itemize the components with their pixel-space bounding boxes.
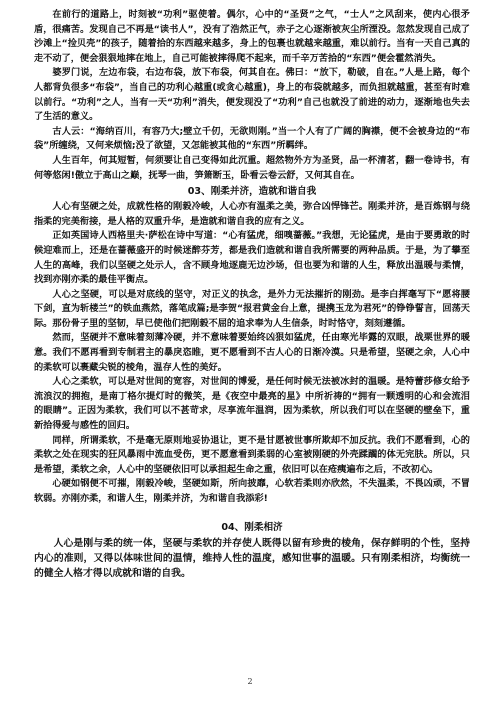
paragraph: 人心有坚硬之处，成就性格的刚毅冷峻，人心亦有温柔之美，弥合凶悍锋芒。刚柔并济，是百炼钢与绕指柔的完美衔接，是人格的双重升华，是造就和谐自我的应有之义。	[34, 201, 470, 227]
section-heading: 04、刚柔相济	[221, 521, 283, 533]
page-number: 2	[247, 677, 253, 686]
paragraph: 正如英国诗人西格里夫·萨松在诗中写道：“心有猛虎，细嗅蔷薇。”我想，无论猛虎，是由于要勇敢的时候迎难而上，还是在蔷薇盛开的时候迷醉芬芳，都是我们造就和谐自我所需要的两种品质。于是，为了攀至人生的高峰，我们以坚硬之处示人，含不顾身地逐鹿无边沙场，但也要为和谐的人生，释放出温暖与柔情，找到亦刚亦柔的最佳平衡点。	[34, 230, 470, 286]
paragraph: 人心之柔软，可以是对世间的宽容，对世间的博爱，是任何时候无法被冰封的温暖。是特蕾莎修女给予流浪汉的拥抱，是南丁格尔提灯时的微笑，是《夜空中最亮的星》中所祈祷的“拥有一颗透明的心和会流泪的眼睛”。正因为柔软，我们可以不甚苛求，尽享流年温润，因为柔软，所以我们可以在坚硬的壁垒下，重新拾得爱与感性的回归。	[34, 376, 470, 432]
section-heading: 03、刚柔并济，造就和谐自我	[187, 186, 317, 198]
paragraph: 心硬如钢便不可摧，刚毅冷峻，坚硬如斯，所向披靡，心软若柔则亦欣然，不失温柔，不畏凶顽，不冒软弱。亦刚亦柔，和谐人生，刚柔并济，为和谐自我添彩!	[34, 478, 470, 504]
paragraph: 人生百年，何其短暂，何须要让自己变得如此沉重。超然物外方为圣贤，品一杯清茗，翻一卷诗书，有何等悠闲!傲立于高山之巅，抚琴一曲，笋箫断玉，卧看云卷云舒，又何其自在。	[34, 154, 470, 181]
document-body	[34, 8, 470, 582]
section-4	[34, 520, 470, 582]
paragraph: 然而，坚硬并不意味着刻薄冷硬，并不意味着要始终凶狠如猛虎，任由寒光毕露的双眼，战栗世界的暖意。我们不愿再看到专制君主的暴戾恣睢，更不愿看到不古人心的日渐冷漠。只是希望，坚硬之余，人心中的柔软可以裹藏尖锐的棱角，温存人性的美好。	[34, 332, 470, 373]
paragraph: 同样，所谓柔软，不是毫无原则地妥协退让，更不是甘愿被世事所欺却不加反抗。我们不愿看到，心的柔软之处在现实的狂风暴雨中流血受伤，更不愿意看到柔弱的心室被刚硬的外壳蹂躏的体无完肤。所以，只是希望，柔软之余，人心中的坚硬依旧可以承担起生命之重，依旧可以在疮痍遍布之后，不改初心。	[34, 434, 470, 475]
section-spacer	[34, 507, 470, 519]
paragraph: 人心是刚与柔的统一体，坚硬与柔软的并存使人既得以留有珍贵的棱角，保存鲜明的个性，坚持内心的准则，又得以体味世间的温情，维持人性的温度，感知世事的温暖。只有刚柔相济，均衡统一的健全人格才得以成就和谐的自我。	[34, 537, 470, 580]
section-2-tail	[34, 8, 470, 183]
section-3	[34, 184, 470, 506]
paragraph: 婆罗门说，左边布袋，右边布袋，放下布袋，何其自在。佛曰：“放下，勒破，自在。”人是上路，每个人都背负很多“布袋”，当自己的功利心越重(或贪心越重)，身上的布袋就越多，而负担就越重，甚至有时难以前行。“功利”之人，当有一天“功利”消失，便发现没了“功利”自己也就没了前进的动力，逐渐地也失去了生活的意义。	[34, 67, 470, 123]
paragraph: 古人云：“海纳百川，有容乃大;壁立千仞，无欲则刚。”当一个人有了广阔的胸襟，便不会被身边的“布袋”所缠绕，又何来烦恼;没了欲望，又怎能被其他的“东西”所羁绊。	[34, 125, 470, 152]
paragraph: 在前行的道路上，时刻被“功利”驱使着。偶尔，心中的“圣贤”之气，“士人”之风刮来，使内心很矛盾，很痛苦。发现自己不再是“读书人”，没有了浩然正气，赤子之心逐渐被灰尘所湮没。忽然发现自己成了沙滩上“捡贝壳”的孩子，随着拾的东西越来越多，身上的包裹也就越来越重，难以前行。当有一天自己真的走不动了，便会狠狠地摔在地上，自己可能被摔得爬不起来，而千辛万苦拾的“东西”便会霍然消失。	[34, 9, 470, 64]
paragraph: 人心之坚硬，可以是对底线的坚守，对正义的执念，是外力无法摧折的刚劲。是李白挥毫写下“愿将腰下剑，直为斩楼兰”的铁血燕然，落笔成篇;是李贺“报君黄金台上意，提携玉龙为君死”的铮铮誓言，回荡天际。那份骨子里的坚韧，早已使他们把刚毅不屈的追求奉为人生信条，时时恪守，刻刻遵循。	[34, 288, 470, 329]
